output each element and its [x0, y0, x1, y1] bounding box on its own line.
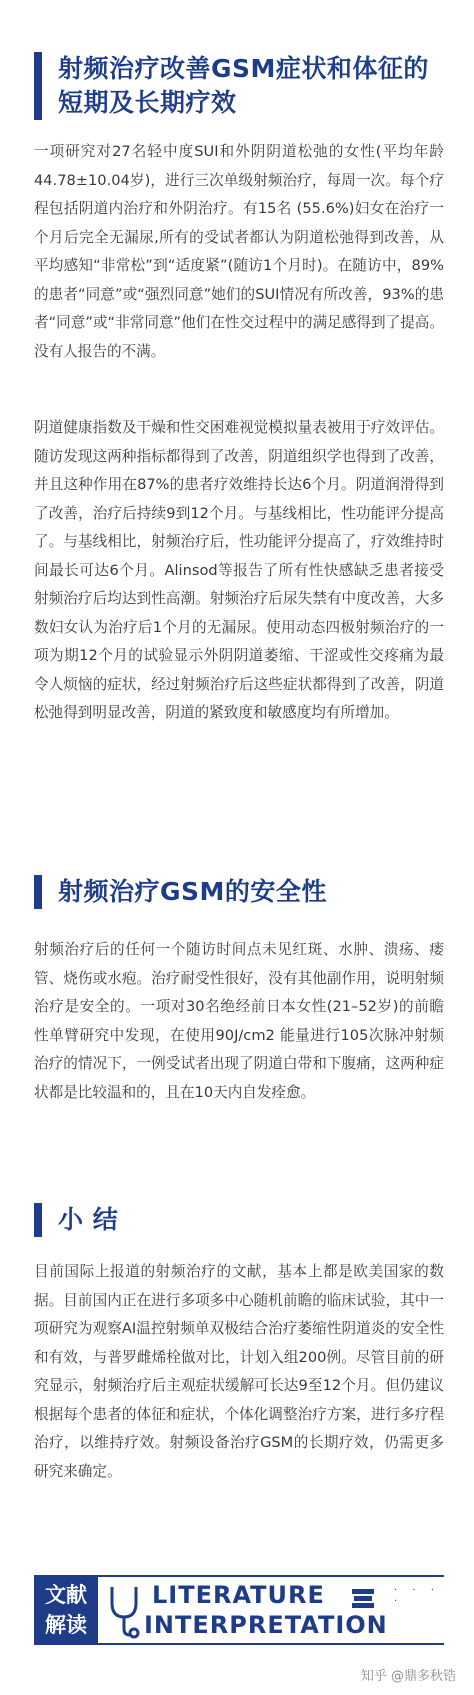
banner-title-line1: LITERATURE: [152, 1581, 325, 1609]
watermark-text: 知乎 @鼎多秋锆: [360, 1669, 456, 1684]
section-heading-efficacy: 射频治疗改善GSM症状和体征的 短期及长期疗效: [34, 52, 429, 120]
literature-banner: [34, 1575, 444, 1645]
stethoscope-icon: [104, 1583, 144, 1639]
paragraph-summary: 目前国际上报道的射频治疗的文献，基本上都是欧美国家的数据。目前国内正在进行多项多中心随机前瞻的临床试验，其中一项研究为观察AI温控射频单双极结合治疗萎缩性阴道炎的安全性和有效，与普罗雌烯栓做对比，计划入组200例。尽管目前的研究显示，射频治疗后主观症状缓解可长达9至12个月。但仍建议根据每个患者的体征和症状，个体化调整治疗方案，进行多疗程治疗，以维持疗效。射频设备治疗GSM的长期疗效，仍需更多研究来确定。: [34, 1263, 444, 1480]
paragraph-efficacy-2: 阴道健康指数及干燥和性交困难视觉模拟量表被用于疗效评估。随访发现这两种指标都得到了改善，阴道组织学也得到了改善，并且这种作用在87%的患者疗效维持长达6个月。阴道润滑得到了改善，治疗后持续9到12个月。与基线相比，性功能评分提高了。与基线相比，射频治疗后，性功能评分提高了，疗效维持时间最长可达6个月。Alinsod等报告了所有性快感缺乏患者接受射频治疗后均达到性高潮。射频治疗后尿失禁有中度改善，大多数妇女认为治疗后1个月的无漏尿。使用动态四极射频治疗的一项为期12个月的试验显示外阴阴道萎缩、干涩或性交疼痛为最令人烦恼的症状，经过射频治疗后这些症状都得到了改善，阴道松弛得到明显改善，阴道的紧致度和敏感度均有所增加。: [34, 419, 444, 721]
paragraph-safety: 射频治疗后的任何一个随访时间点未见红斑、水肿、溃疡、瘘管、烧伤或水疱。治疗耐受性很好，没有其他副作用，说明射频治疗是安全的。一项对30名绝经前日本女性(21–52岁)的前瞻性单臂研究中发现，在使用90J/cm2 能量进行105次脉冲射频治疗的情况下，一例受试者出现了阴道白带和下腹痛，这两种症状都是比较温和的，且在10天内自发痊愈。: [34, 941, 444, 1101]
section-heading-summary: 小 结: [34, 1203, 118, 1237]
banner-label-box: 文献 解读: [34, 1577, 98, 1643]
book-stack-icon: [350, 1587, 376, 1609]
banner-title-line2: INTERPRETATION: [144, 1611, 388, 1639]
decorative-dots: · · · ·: [394, 1585, 440, 1607]
paragraph-efficacy-1: 一项研究对27名轻中度SUI和外阴阴道松弛的女性(平均年龄44.78±10.04岁)，进行三次单级射频治疗，每周一次。每个疗程包括阴道内治疗和外阴治疗。有15名 (55.6%)妇女在治疗一个月后完全无漏尿,所有的受试者都认为阴道松弛得到改善，从平均感知“非常松”到“适度紧”(随访1个月时)。在随访中，89%的患者“同意”或“强烈同意”她们的SUI情况有所改善，93%的患者“同意”或“非常同意”他们在性交过程中的满足感得到了提高。没有人报告的不满。: [34, 143, 444, 360]
section-heading-safety: 射频治疗GSM的安全性: [34, 875, 327, 909]
